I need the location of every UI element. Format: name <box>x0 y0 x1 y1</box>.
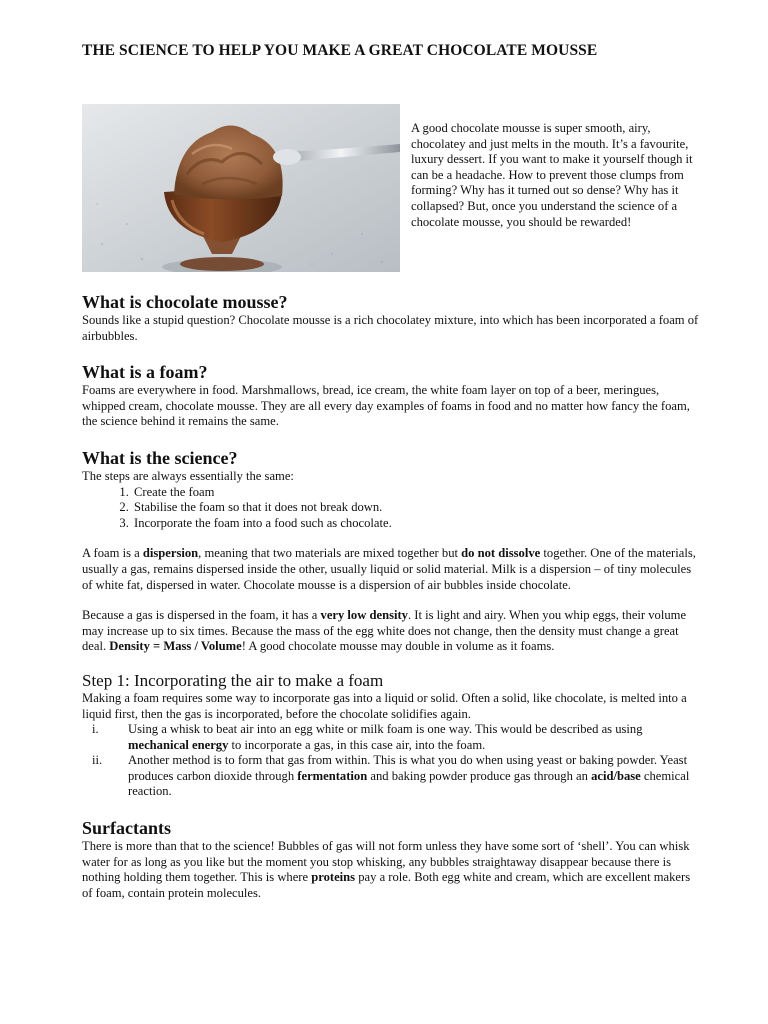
list-item: 2. Stabilise the foam so that it does not break down. <box>132 500 702 516</box>
list-item: 1. Create the foam <box>132 485 702 501</box>
heading-step-1: Step 1: Incorporating the air to make a foam <box>82 670 384 690</box>
intro-paragraph: A good chocolate mousse is super smooth, airy, chocolatey and just melts in the mouth. It’s a favourite, luxury dessert. If you want to make it yourself though it can be a headache. How to prevent those clumps from forming? Why has it turned out so dense? Why has it collapsed? But, once you understand the science of a chocolate mousse, you should be rewarded! <box>411 121 693 229</box>
page-title: THE SCIENCE TO HELP YOU MAKE A GREAT CHOCOLATE MOUSSE <box>82 42 598 59</box>
list-item: 3. Incorporate the foam into a food such as chocolate. <box>132 516 702 532</box>
steps-lead: The steps are always essentially the same: <box>82 468 294 483</box>
paragraph-step-1: Making a foam requires some way to incorporate gas into a liquid or solid. Often a solid, like chocolate, is melted into a liquid first, then the gas is incorporated, before the chocolate solidifies again. <box>82 690 687 721</box>
paragraph-surfactants: There is more than that to the science! Bubbles of gas will not form unless they have some sort of ‘shell’. You can whisk water for as long as you like but the moment you stop whisking, any bubbles straightaway disappear because there is nothing holding them together. This is where proteins pay a role. Both egg white and cream, which are excellent makers of foam, contain protein molecules. <box>82 839 691 900</box>
paragraph-dispersion: A foam is a dispersion, meaning that two materials are mixed together but do not dissolve together. One of the materials, usually a gas, remains dispersed inside the other, usually liquid or solid material. Milk is a dispersion – of tiny molecules of white fat, dispersed in water. Chocolate mousse is a dispersion of air bubbles inside chocolate. <box>82 546 696 592</box>
paragraph-what-is-mousse: Sounds like a stupid question? Chocolate mousse is a rich chocolatey mixture, into which has been incorporated a foam of airbubbles. <box>82 313 699 343</box>
methods-list <box>82 722 702 800</box>
steps-list <box>82 485 702 532</box>
paragraph-what-is-foam: Foams are everywhere in food. Marshmallows, bread, ice cream, the white foam layer on top of a beer, meringues, whipped cream, chocolate mousse. They are all every day examples of foams in food and no matter how fancy the foam, the science behind it remains the same. <box>82 383 690 429</box>
heading-surfactants: Surfactants <box>82 818 171 839</box>
paragraph-density: Because a gas is dispersed in the foam, it has a very low density. It is light and airy. When you whip eggs, their volume may increase up to six times. Because the mass of the egg white does not change, then the density must change a great deal. Density = Mass / Volume! A good chocolate mousse may double in volume as it foams. <box>82 608 687 654</box>
list-item: ii. Another method is to form that gas from within. This is what you do when using yeast or baking powder. Yeast produces carbon dioxide through fermentation and baking powder produce gas through an acid/base chemical reaction. <box>92 753 690 799</box>
heading-what-is-mousse: What is chocolate mousse? <box>82 292 288 312</box>
heading-what-is-science: What is the science? <box>82 447 238 468</box>
heading-what-is-foam: What is a foam? <box>82 362 208 383</box>
chocolate-mousse-photo <box>82 104 400 272</box>
list-item: i. Using a whisk to beat air into an egg white or milk foam is one way. This would be described as using mechanical energy to incorporate a gas, in this case air, into the foam. <box>92 722 643 752</box>
